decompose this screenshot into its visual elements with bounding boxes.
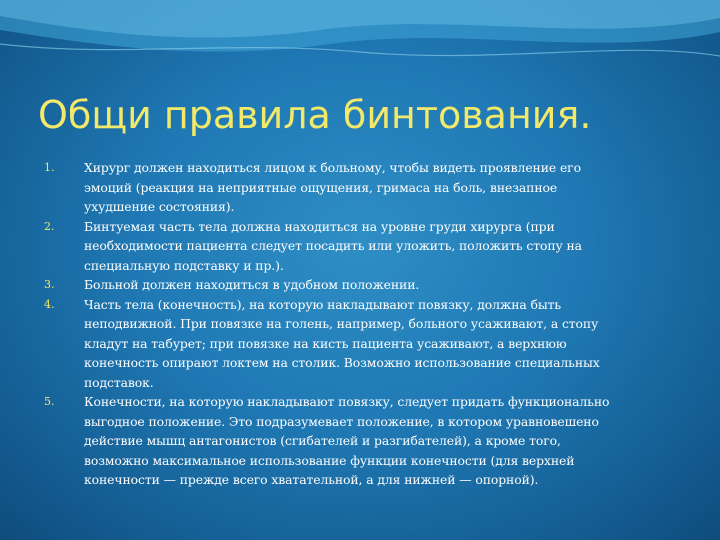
- item-text: [84, 392, 684, 490]
- list-item: [44, 275, 694, 295]
- list-item: [44, 392, 694, 490]
- list-item: [44, 217, 694, 276]
- text-line: эмоций (реакция на неприятные ощущения, гримаса на боль, внезапное: [84, 179, 558, 195]
- item-number: 2.: [44, 219, 55, 233]
- text-line: необходимости пациента следует посадить или уложить, положить стопу на: [84, 238, 582, 253]
- text-line: ухудшение состояния).: [84, 199, 235, 214]
- text-line: конечность опирают локтем на столик. Возможно использование специальных: [84, 355, 600, 370]
- text-line: Конечности, на которую накладывают повязку, следует придать функционально: [84, 394, 610, 409]
- numbered-list: [44, 158, 694, 490]
- text-line: Хирург должен находиться лицом к больному, чтобы видеть проявление его: [84, 160, 581, 175]
- text-line: действие мышц антагонистов (сгибателей и разгибателей), а кроме того,: [84, 433, 561, 448]
- text-line: конечности — прежде всего хватательной, а для нижней — опорной).: [84, 472, 539, 487]
- slide-title: Общи правила бинтования.: [38, 93, 592, 137]
- text-line: выгодное положение. Это подразумевает положение, в котором уравновешено: [84, 413, 599, 429]
- item-number: 5.: [44, 395, 55, 408]
- decorative-wave: [0, 0, 720, 90]
- item-text: [84, 275, 684, 295]
- text-line: Часть тела (конечность), на которую накладывают повязку, должна быть: [84, 296, 561, 312]
- list-item: [44, 295, 694, 393]
- text-line: неподвижной. При повязке на голень, например, больного усаживают, а стопу: [84, 316, 599, 331]
- text-line: подставок.: [84, 374, 154, 390]
- item-text: [84, 217, 684, 276]
- text-line: Больной должен находиться в удобном положении.: [84, 277, 420, 292]
- item-number: 1.: [44, 161, 55, 174]
- text-line: Бинтуемая часть тела должна находиться на уровне груди хирурга (при: [84, 218, 555, 234]
- item-text: [84, 158, 684, 217]
- text-line: специальную подставку и пр.).: [84, 257, 284, 273]
- text-line: кладут на табурет; при повязке на кисть пациента усаживают, а верхнюю: [84, 335, 567, 351]
- item-number: 3.: [44, 278, 55, 291]
- item-text: [84, 295, 684, 393]
- text-line: возможно максимальное использование функции конечности (для верхней: [84, 452, 575, 468]
- list-item: [44, 158, 694, 217]
- item-number: 4.: [44, 297, 55, 311]
